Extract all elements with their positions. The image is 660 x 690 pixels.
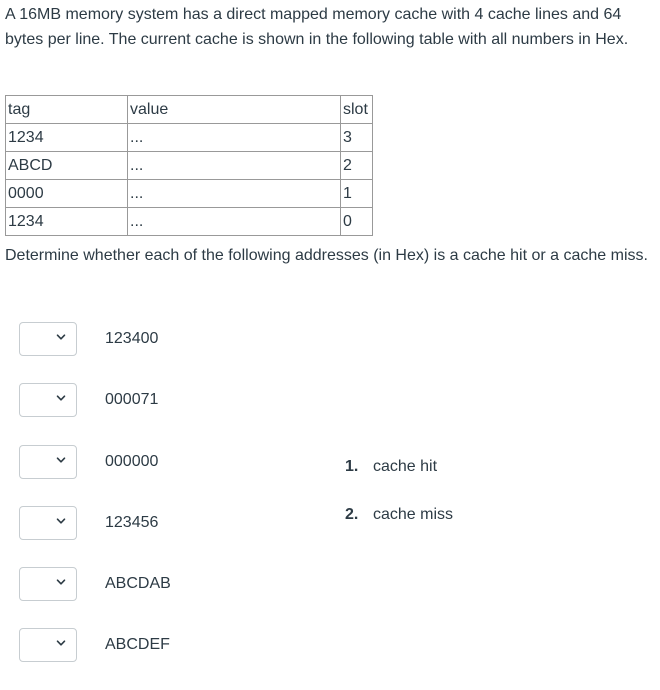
cell-slot: 1: [341, 180, 373, 208]
table-row: [6, 124, 373, 152]
chevron-down-icon: [56, 577, 66, 587]
address-label: 000071: [105, 391, 159, 408]
cell-tag: 1234: [6, 124, 128, 152]
header-tag: tag: [6, 96, 128, 124]
cell-value: ...: [128, 124, 341, 152]
chevron-down-icon: [56, 638, 66, 648]
table-row: [6, 208, 373, 236]
cell-slot: 0: [341, 208, 373, 236]
answer-option: [345, 455, 453, 503]
answer-option-number: 1.: [345, 458, 359, 475]
answer-dropdown-3[interactable]: [19, 445, 77, 479]
answer-options-list: [345, 455, 453, 551]
address-label: 123400: [105, 330, 159, 347]
header-slot: slot: [341, 96, 373, 124]
address-label: ABCDEF: [105, 636, 170, 653]
address-label: 123456: [105, 514, 159, 531]
cell-value: ...: [128, 152, 341, 180]
question-text: Determine whether each of the following addresses (in Hex) is a cache hit or a cache miss.: [5, 247, 648, 264]
answer-option-label: cache hit: [373, 458, 438, 475]
intro-text: A 16MB memory system has a direct mapped memory cache with 4 cache lines and 64 bytes per line. The current cache is shown in the following table with all numbers in Hex.: [5, 6, 629, 48]
cache-table-header: [6, 96, 373, 124]
answer-option-label: cache miss: [373, 506, 454, 523]
match-row-6: [19, 627, 170, 663]
table-row: [6, 180, 373, 208]
cell-tag: 1234: [6, 208, 128, 236]
answer-option-number: 2.: [345, 506, 359, 523]
chevron-down-icon: [56, 455, 66, 465]
match-row-3: [19, 444, 158, 480]
match-row-2: [19, 382, 158, 418]
cell-slot: 2: [341, 152, 373, 180]
cell-tag: ABCD: [6, 152, 128, 180]
chevron-down-icon: [56, 516, 66, 526]
cell-slot: 3: [341, 124, 373, 152]
cell-tag: 0000: [6, 180, 128, 208]
header-value: value: [128, 96, 341, 124]
answer-option: [345, 503, 453, 551]
answer-dropdown-2[interactable]: [19, 383, 77, 417]
chevron-down-icon: [56, 393, 66, 403]
answer-dropdown-6[interactable]: [19, 628, 77, 662]
match-row-4: [19, 505, 158, 541]
cell-value: ...: [128, 180, 341, 208]
cache-table: [5, 95, 373, 236]
table-row: [6, 152, 373, 180]
match-row-1: [19, 321, 158, 357]
answer-dropdown-5[interactable]: [19, 567, 77, 601]
address-label: 000000: [105, 453, 159, 470]
answer-dropdown-4[interactable]: [19, 506, 77, 540]
address-label: ABCDAB: [105, 575, 171, 592]
match-row-5: [19, 566, 171, 602]
chevron-down-icon: [56, 332, 66, 342]
cell-value: ...: [128, 208, 341, 236]
answer-dropdown-1[interactable]: [19, 322, 77, 356]
